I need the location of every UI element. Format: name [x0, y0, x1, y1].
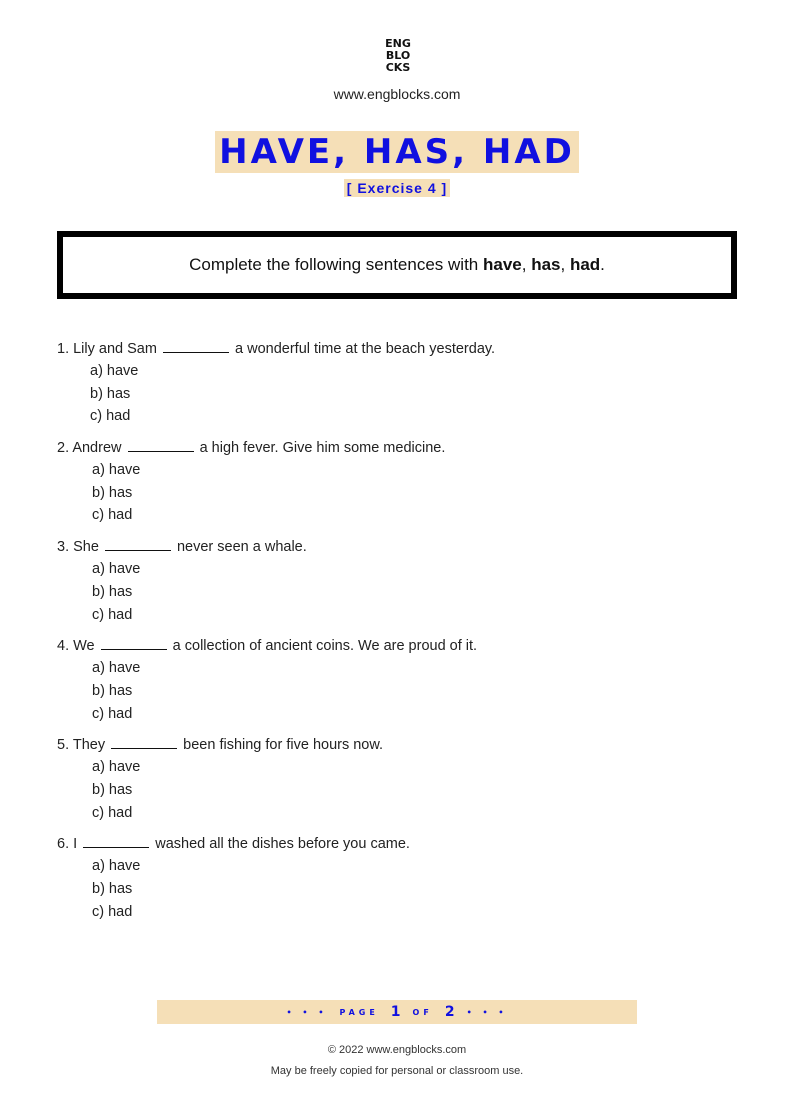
- answer-blank[interactable]: [105, 536, 171, 551]
- question-3: [57, 536, 737, 626]
- question-text-before: 1. Lily and Sam: [57, 341, 157, 357]
- keyword-has: has: [531, 255, 561, 274]
- option-c[interactable]: c) had: [92, 804, 133, 821]
- question-6: [57, 833, 737, 923]
- instruction-box: [57, 231, 737, 299]
- option-a[interactable]: a) have: [92, 561, 141, 578]
- question-2: [57, 437, 737, 527]
- dots-right: • • •: [466, 1007, 508, 1017]
- answer-blank[interactable]: [83, 833, 149, 848]
- worksheet-title: HAVE, HAS, HAD: [215, 131, 579, 173]
- question-text-before: 5. They: [57, 737, 106, 754]
- question-list: [57, 338, 737, 932]
- option-b[interactable]: b) has: [92, 781, 133, 798]
- question-text-after: been fishing for five hours now.: [183, 737, 384, 754]
- question-text-after: never seen a whale.: [176, 539, 307, 556]
- question-text-after: a collection of ancient coins. We are proud of it.: [172, 638, 478, 655]
- total-pages: 2: [444, 1004, 455, 1020]
- keyword-have: have: [482, 255, 522, 274]
- logo-line-3: CKS: [385, 61, 411, 74]
- answer-blank[interactable]: [101, 635, 167, 650]
- option-a[interactable]: a) have: [92, 858, 141, 875]
- logo-line-2: BLO: [385, 49, 411, 62]
- page-label: PAGE: [339, 1007, 379, 1017]
- question-4: [57, 635, 737, 725]
- option-b[interactable]: b) has: [92, 583, 133, 600]
- option-c[interactable]: c) had: [92, 705, 133, 722]
- option-b[interactable]: b) has: [90, 385, 131, 402]
- page-indicator: [157, 1000, 637, 1024]
- of-label: OF: [412, 1007, 433, 1017]
- answer-blank[interactable]: [128, 437, 194, 452]
- engblocks-logo: [381, 38, 415, 74]
- instruction-text: Complete the following sentences with have, has, had.: [189, 255, 605, 274]
- dots-left: • • •: [286, 1007, 328, 1017]
- site-url[interactable]: www.engblocks.com: [333, 86, 461, 102]
- option-a[interactable]: a) have: [92, 462, 141, 479]
- question-5: [57, 734, 737, 824]
- option-b[interactable]: b) has: [92, 682, 133, 699]
- option-b[interactable]: b) has: [92, 484, 133, 501]
- question-text-before: 3. She: [57, 539, 99, 556]
- exercise-number: [ Exercise 4 ]: [344, 179, 450, 197]
- question-text-before: 6. I: [57, 836, 78, 853]
- option-a[interactable]: a) have: [92, 759, 141, 776]
- answer-blank[interactable]: [163, 338, 229, 353]
- answer-blank[interactable]: [111, 734, 177, 749]
- license-notice: May be freely copied for personal or classroom use.: [270, 1065, 524, 1077]
- option-a[interactable]: a) have: [92, 660, 141, 677]
- option-b[interactable]: b) has: [92, 881, 133, 897]
- option-c[interactable]: c) had: [90, 408, 131, 425]
- logo-line-1: ENG: [385, 37, 411, 50]
- question-text-after: washed all the dishes before you came.: [155, 836, 410, 853]
- option-c[interactable]: c) had: [92, 507, 133, 524]
- question-text-before: 4. We: [57, 638, 95, 655]
- question-1: [57, 338, 737, 428]
- current-page: 1: [390, 1004, 401, 1020]
- question-text-before: 2. Andrew: [57, 440, 122, 457]
- option-c[interactable]: c) had: [92, 903, 133, 920]
- copyright-notice: © 2022 www.engblocks.com: [327, 1044, 467, 1056]
- option-a[interactable]: a) have: [90, 363, 139, 379]
- question-text-after: a wonderful time at the beach yesterday.: [235, 341, 496, 357]
- keyword-had: had: [569, 255, 601, 274]
- question-text-after: a high fever. Give him some medicine.: [199, 440, 446, 457]
- option-c[interactable]: c) had: [92, 606, 133, 623]
